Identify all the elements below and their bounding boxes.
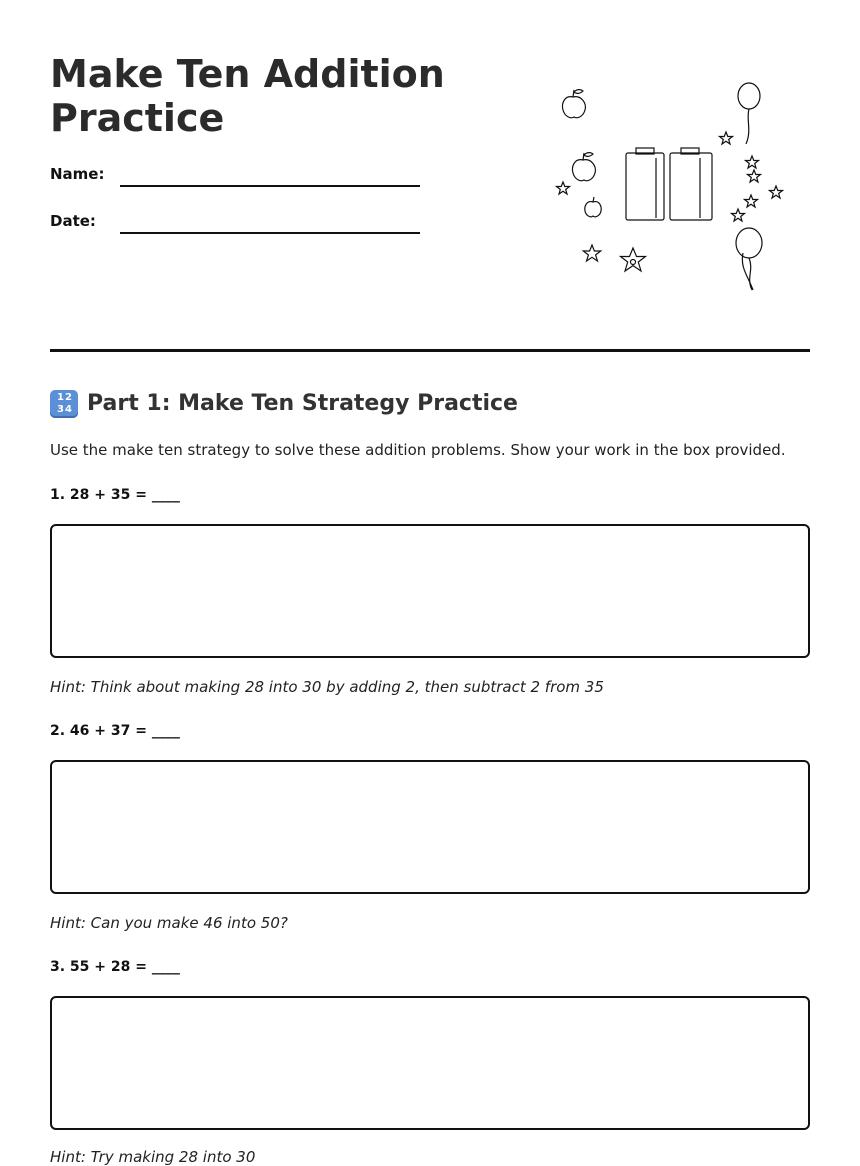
problem-label: 2. 46 + 37 = ____ <box>50 723 180 739</box>
star-icon <box>746 156 759 168</box>
date-line[interactable] <box>120 232 420 234</box>
input-numbers-icon: 1 2 3 4 <box>50 390 78 418</box>
hint-text: Hint: Can you make 46 into 50? <box>50 914 288 932</box>
apple-icon <box>572 153 595 181</box>
star-icon <box>732 209 745 221</box>
section-title <box>50 389 518 419</box>
work-box[interactable] <box>50 524 810 658</box>
bottle-icon <box>626 148 664 220</box>
star-icon <box>557 182 570 194</box>
instructions: Use the make ten strategy to solve these addition problems. Show your work in the box provided. <box>50 441 786 459</box>
section-title-text: Part 1: Make Ten Strategy Practice <box>87 391 518 416</box>
school-supplies-illustration <box>550 78 790 298</box>
date-field[interactable] <box>50 212 430 242</box>
star-icon <box>720 132 733 144</box>
work-box[interactable] <box>50 760 810 894</box>
problem-label: 3. 55 + 28 = ____ <box>50 959 180 975</box>
work-box[interactable] <box>50 996 810 1130</box>
star-icon <box>745 195 758 207</box>
apple-icon <box>585 197 601 217</box>
name-field[interactable] <box>50 165 430 195</box>
name-line[interactable] <box>120 185 420 187</box>
header-divider <box>50 349 810 352</box>
star-icon <box>621 248 646 271</box>
hint-text: Hint: Think about making 28 into 30 by adding 2, then subtract 2 from 35 <box>50 678 604 696</box>
bottle-icon <box>670 148 712 220</box>
star-icon <box>583 245 600 261</box>
hint-text: Hint: Try making 28 into 30 <box>50 1148 256 1166</box>
problem-label: 1. 28 + 35 = ____ <box>50 487 180 503</box>
worksheet-title: Make Ten Addition Practice <box>50 52 445 140</box>
name-label: Name: <box>50 165 105 183</box>
balloon-icon <box>738 83 760 144</box>
date-label: Date: <box>50 212 96 230</box>
apple-icon <box>562 90 585 118</box>
balloon-icon <box>736 228 762 290</box>
star-icon <box>770 186 783 198</box>
star-icon <box>748 170 761 182</box>
